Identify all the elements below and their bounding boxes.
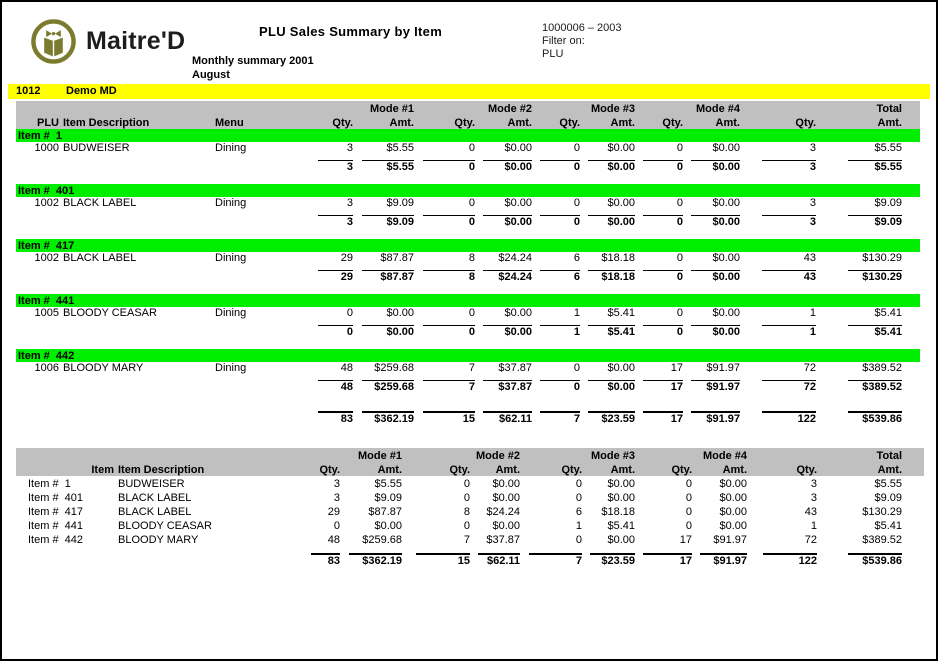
maitred-logo — [30, 18, 185, 65]
qty-cell: 0 — [333, 520, 341, 532]
amt-cell: $0.00 — [712, 252, 740, 264]
subtotal-rule-row — [16, 319, 920, 326]
qty-cell: 48 — [340, 362, 353, 374]
col-total: Total — [819, 448, 904, 462]
location-bar — [8, 84, 930, 99]
subtotal-row — [16, 216, 920, 228]
grand-total-rule-row — [16, 404, 920, 413]
qty-total: 83 — [327, 555, 341, 567]
amt-cell: $0.00 — [504, 142, 532, 154]
amt-cell: $259.68 — [362, 534, 403, 546]
page-title: PLU Sales Summary by Item — [259, 24, 443, 39]
qty-subtotal: 6 — [573, 271, 580, 283]
amt-cell: $0.00 — [719, 478, 748, 490]
table-row — [16, 252, 920, 264]
qty-cell: 29 — [327, 506, 341, 518]
qty-cell: 3 — [810, 492, 818, 504]
qty-subtotal: 0 — [468, 216, 475, 228]
col-qty: Qty. — [637, 115, 685, 129]
qty-cell: 0 — [575, 478, 583, 490]
plu-cell: 1000 — [34, 142, 59, 154]
menu-cell: Dining — [215, 307, 247, 319]
amt-subtotal: $5.41 — [874, 326, 902, 338]
amt-cell: $9.09 — [874, 197, 902, 209]
col-mode4: Mode #4 — [685, 101, 742, 115]
qty-cell: 0 — [685, 492, 693, 504]
qty-grand-total: 15 — [462, 413, 475, 425]
amt-cell: $389.52 — [862, 362, 902, 374]
amt-cell: $37.87 — [486, 534, 521, 546]
amt-cell: $0.00 — [712, 142, 740, 154]
amt-subtotal: $0.00 — [504, 161, 532, 173]
amt-cell: $18.18 — [601, 252, 635, 264]
amt-cell: $9.09 — [374, 492, 403, 504]
qty-cell: 0 — [676, 307, 683, 319]
col-mode4: Mode #4 — [694, 448, 749, 462]
qty-cell: 7 — [463, 534, 471, 546]
qty-cell: 17 — [679, 534, 693, 546]
amt-cell: $0.00 — [492, 520, 521, 532]
subtotal-rule-row — [16, 374, 920, 381]
qty-cell: 0 — [676, 252, 683, 264]
amt-cell: $24.24 — [486, 506, 521, 518]
qty-subtotal: 0 — [573, 381, 580, 393]
amt-cell: $5.41 — [607, 520, 636, 532]
amt-cell: $0.00 — [607, 362, 635, 374]
report-header — [8, 8, 930, 84]
table-row — [16, 362, 920, 374]
amt-subtotal: $0.00 — [607, 216, 635, 228]
description-cell: BLOODY MARY — [63, 362, 144, 374]
col-amt: Amt. — [694, 462, 749, 476]
qty-subtotal: 48 — [340, 381, 353, 393]
qty-subtotal: 1 — [573, 326, 580, 338]
description-cell: BLACK LABEL — [63, 252, 137, 264]
qty-cell: 3 — [346, 142, 353, 154]
qty-cell: 0 — [463, 478, 471, 490]
amt-subtotal: $0.00 — [607, 161, 635, 173]
amt-total: $23.59 — [601, 555, 636, 567]
amt-cell: $0.00 — [386, 307, 414, 319]
col-item-description: Item Description — [61, 115, 213, 129]
plu-cell: 1005 — [34, 307, 59, 319]
report-meta — [542, 22, 622, 61]
qty-subtotal: 0 — [676, 216, 683, 228]
qty-subtotal: 3 — [346, 216, 353, 228]
qty-subtotal: 0 — [346, 326, 353, 338]
qty-cell: 0 — [468, 142, 475, 154]
col-qty: Qty. — [313, 115, 355, 129]
qty-cell: 7 — [468, 362, 475, 374]
qty-cell: 0 — [463, 492, 471, 504]
amt-cell: $5.55 — [874, 478, 903, 490]
summary-mode-header-row — [16, 448, 924, 462]
amt-subtotal: $5.55 — [386, 161, 414, 173]
amt-cell: $0.00 — [719, 492, 748, 504]
table-row — [16, 142, 920, 154]
summary-row — [16, 532, 924, 546]
amt-cell: $37.87 — [498, 362, 532, 374]
col-item: Item — [16, 462, 116, 476]
col-qty: Qty. — [522, 462, 584, 476]
amt-cell: $0.00 — [492, 492, 521, 504]
col-mode2: Mode #2 — [472, 448, 522, 462]
qty-cell: 17 — [670, 362, 683, 374]
qty-subtotal: 0 — [468, 326, 475, 338]
description-cell: BLOODY CEASAR — [63, 307, 157, 319]
qty-subtotal: 0 — [676, 271, 683, 283]
menu-cell: Dining — [215, 252, 247, 264]
item-group-label: Item # 1 — [16, 129, 920, 142]
amt-cell: $5.55 — [874, 142, 902, 154]
maitred-logo-icon — [30, 18, 77, 65]
amt-cell: $24.24 — [498, 252, 532, 264]
qty-total: 15 — [457, 555, 471, 567]
summary-table-header — [16, 448, 924, 476]
amt-cell: $87.87 — [368, 506, 403, 518]
menu-cell: Dining — [215, 142, 247, 154]
item-group-label: Item # 401 — [16, 184, 920, 197]
qty-cell: 8 — [463, 506, 471, 518]
qty-cell: 0 — [346, 307, 353, 319]
amt-subtotal: $87.87 — [380, 271, 414, 283]
plu-cell: 1006 — [34, 362, 59, 374]
amt-grand-total: $62.11 — [498, 413, 532, 425]
amt-total: $62.11 — [486, 555, 521, 567]
item-group-band — [16, 129, 920, 142]
subtotal-row — [16, 326, 920, 338]
qty-cell: 29 — [340, 252, 353, 264]
amt-grand-total: $362.19 — [374, 413, 414, 425]
col-mode3: Mode #3 — [582, 101, 637, 115]
description-cell: BLACK LABEL — [118, 492, 192, 504]
subtotal-rule-row — [16, 264, 920, 271]
amt-subtotal: $9.09 — [386, 216, 414, 228]
amt-cell: $91.97 — [706, 362, 740, 374]
table-row — [16, 307, 920, 319]
item-cell: Item # 417 — [28, 506, 84, 518]
summary-column-header-row — [16, 462, 924, 476]
amt-subtotal: $130.29 — [862, 271, 902, 283]
amt-cell: $5.41 — [607, 307, 635, 319]
qty-subtotal: 0 — [573, 216, 580, 228]
qty-cell: 0 — [575, 492, 583, 504]
qty-cell: 72 — [804, 534, 818, 546]
amt-cell: $9.09 — [386, 197, 414, 209]
col-amt: Amt. — [818, 115, 904, 129]
qty-subtotal: 72 — [803, 381, 816, 393]
qty-grand-total: 7 — [573, 413, 580, 425]
location-number: 1012 — [16, 85, 41, 97]
amt-cell: $5.41 — [874, 307, 902, 319]
col-amt: Amt. — [477, 115, 534, 129]
amt-subtotal: $37.87 — [498, 381, 532, 393]
qty-cell: 0 — [685, 506, 693, 518]
amt-cell: $18.18 — [601, 506, 636, 518]
amt-cell: $0.00 — [607, 534, 636, 546]
amt-cell: $0.00 — [719, 506, 748, 518]
amt-cell: $0.00 — [607, 197, 635, 209]
table-row — [16, 197, 920, 209]
col-qty: Qty. — [742, 115, 818, 129]
amt-cell: $389.52 — [862, 534, 903, 546]
description-cell: BLOODY CEASAR — [118, 520, 212, 532]
qty-total: 17 — [679, 555, 693, 567]
amt-subtotal: $259.68 — [374, 381, 414, 393]
amt-cell: $0.00 — [374, 520, 403, 532]
amt-cell: $259.68 — [374, 362, 414, 374]
summary-row — [16, 504, 924, 518]
col-total: Total — [818, 101, 904, 115]
qty-subtotal: 0 — [468, 161, 475, 173]
qty-cell: 3 — [346, 197, 353, 209]
item-group-label: Item # 442 — [16, 349, 920, 362]
amt-subtotal: $9.09 — [874, 216, 902, 228]
item-group-label: Item # 441 — [16, 294, 920, 307]
amt-cell: $0.00 — [607, 478, 636, 490]
description-cell: BLOODY MARY — [118, 534, 199, 546]
amt-cell: $0.00 — [607, 492, 636, 504]
qty-cell: 3 — [333, 492, 341, 504]
item-group-band — [16, 294, 920, 307]
amt-subtotal: $5.41 — [607, 326, 635, 338]
col-menu: Menu — [213, 115, 313, 129]
col-mode1: Mode #1 — [342, 448, 404, 462]
col-amt: Amt. — [582, 115, 637, 129]
qty-total: 7 — [575, 555, 583, 567]
col-plu: PLU — [16, 115, 61, 129]
col-qty: Qty. — [416, 115, 477, 129]
description-cell: BUDWEISER — [118, 478, 185, 490]
qty-cell: 0 — [463, 520, 471, 532]
col-amt: Amt. — [584, 462, 637, 476]
amt-cell: $130.29 — [862, 252, 902, 264]
amt-total: $91.97 — [713, 555, 748, 567]
amt-cell: $130.29 — [862, 506, 903, 518]
amt-subtotal: $0.00 — [712, 216, 740, 228]
subtotal-rule-row — [16, 209, 920, 216]
plu-cell: 1002 — [34, 197, 59, 209]
amt-subtotal: $18.18 — [601, 271, 635, 283]
amt-cell: $0.00 — [492, 478, 521, 490]
report-id: 1000006 – 2003 — [542, 22, 622, 34]
col-qty: Qty. — [306, 462, 342, 476]
item-group-band — [16, 349, 920, 362]
qty-subtotal: 3 — [809, 216, 816, 228]
summary-total-row — [16, 555, 924, 567]
col-qty: Qty. — [637, 462, 694, 476]
logo-wordmark: Maitre'D — [86, 27, 186, 55]
qty-subtotal: 1 — [809, 326, 816, 338]
col-item-description: Item Description — [116, 462, 306, 476]
col-amt: Amt. — [472, 462, 522, 476]
col-mode3: Mode #3 — [584, 448, 637, 462]
amt-grand-total: $23.59 — [601, 413, 635, 425]
qty-subtotal: 7 — [468, 381, 475, 393]
col-qty: Qty. — [534, 115, 582, 129]
qty-subtotal: 3 — [346, 161, 353, 173]
subtotal-row — [16, 271, 920, 283]
filter-label: Filter on: — [542, 35, 585, 47]
amt-cell: $0.00 — [504, 307, 532, 319]
amt-subtotal: $0.00 — [712, 326, 740, 338]
amt-subtotal: $0.00 — [712, 271, 740, 283]
column-header-row — [16, 115, 920, 129]
amt-subtotal: $24.24 — [498, 271, 532, 283]
qty-subtotal: 43 — [803, 271, 816, 283]
qty-cell: 6 — [575, 506, 583, 518]
qty-cell: 1 — [809, 307, 816, 319]
col-mode1: Mode #1 — [355, 101, 416, 115]
qty-cell: 3 — [333, 478, 341, 490]
amt-subtotal: $0.00 — [712, 161, 740, 173]
qty-grand-total: 122 — [797, 413, 816, 425]
qty-cell: 0 — [468, 307, 475, 319]
subtotal-row — [16, 161, 920, 173]
item-cell: Item # 401 — [28, 492, 84, 504]
amt-cell: $91.97 — [713, 534, 748, 546]
qty-subtotal: 17 — [670, 381, 683, 393]
filter-value: PLU — [542, 48, 564, 60]
qty-cell: 3 — [809, 142, 816, 154]
amt-cell: $0.00 — [712, 197, 740, 209]
period-month: August — [192, 69, 230, 81]
qty-subtotal: 29 — [340, 271, 353, 283]
qty-cell: 0 — [573, 362, 580, 374]
col-amt: Amt. — [342, 462, 404, 476]
qty-cell: 0 — [676, 142, 683, 154]
amt-subtotal: $389.52 — [862, 381, 902, 393]
amt-subtotal: $0.00 — [504, 326, 532, 338]
qty-cell: 3 — [810, 478, 818, 490]
report-period — [192, 54, 314, 82]
qty-cell: 0 — [573, 197, 580, 209]
amt-subtotal: $5.55 — [874, 161, 902, 173]
amt-grand-total: $539.86 — [862, 413, 902, 425]
description-cell: BLACK LABEL — [63, 197, 137, 209]
col-amt: Amt. — [819, 462, 904, 476]
amt-subtotal: $0.00 — [607, 381, 635, 393]
qty-subtotal: 8 — [468, 271, 475, 283]
summary-row — [16, 476, 924, 490]
qty-cell: 48 — [327, 534, 341, 546]
item-cell: Item # 441 — [28, 520, 84, 532]
qty-cell: 1 — [575, 520, 583, 532]
amt-cell: $87.87 — [380, 252, 414, 264]
amt-total: $539.86 — [862, 555, 903, 567]
qty-subtotal: 0 — [676, 326, 683, 338]
qty-cell: 0 — [468, 197, 475, 209]
amt-cell: $5.55 — [374, 478, 403, 490]
grand-total-row — [16, 413, 920, 425]
menu-cell: Dining — [215, 197, 247, 209]
subtotal-rule-row — [16, 154, 920, 161]
amt-cell: $5.55 — [386, 142, 414, 154]
col-amt: Amt. — [685, 115, 742, 129]
qty-cell: 0 — [685, 520, 693, 532]
summary-table — [16, 448, 924, 567]
qty-cell: 43 — [803, 252, 816, 264]
col-amt: Amt. — [355, 115, 416, 129]
qty-subtotal: 0 — [676, 161, 683, 173]
item-cell: Item # 442 — [28, 534, 84, 546]
col-mode2: Mode #2 — [477, 101, 534, 115]
qty-grand-total: 17 — [670, 413, 683, 425]
summary-row — [16, 490, 924, 504]
qty-grand-total: 83 — [340, 413, 353, 425]
amt-cell: $0.00 — [504, 197, 532, 209]
qty-subtotal: 0 — [573, 161, 580, 173]
plu-cell: 1002 — [34, 252, 59, 264]
amt-cell: $5.41 — [874, 520, 903, 532]
amt-subtotal: $0.00 — [504, 216, 532, 228]
qty-cell: 72 — [803, 362, 816, 374]
summary-total-rule-row — [16, 546, 924, 555]
description-cell: BLACK LABEL — [118, 506, 192, 518]
qty-cell: 0 — [575, 534, 583, 546]
item-group-band — [16, 184, 920, 197]
menu-cell: Dining — [215, 362, 247, 374]
amt-grand-total: $91.97 — [706, 413, 740, 425]
qty-total: 122 — [798, 555, 818, 567]
qty-cell: 1 — [810, 520, 818, 532]
qty-cell: 6 — [573, 252, 580, 264]
item-cell: Item # 1 — [28, 478, 71, 490]
amt-cell: $0.00 — [712, 307, 740, 319]
amt-subtotal: $91.97 — [706, 381, 740, 393]
qty-cell: 1 — [573, 307, 580, 319]
amt-cell: $0.00 — [607, 142, 635, 154]
period-summary: Monthly summary 2001 — [192, 55, 314, 67]
col-qty: Qty. — [404, 462, 472, 476]
qty-cell: 0 — [685, 478, 693, 490]
amt-total: $362.19 — [362, 555, 403, 567]
amt-cell: $9.09 — [874, 492, 903, 504]
detail-table-header — [16, 101, 920, 129]
col-qty: Qty. — [749, 462, 819, 476]
item-group-band — [16, 239, 920, 252]
summary-row — [16, 518, 924, 532]
amt-cell: $0.00 — [719, 520, 748, 532]
location-name: Demo MD — [66, 85, 117, 97]
amt-subtotal: $0.00 — [386, 326, 414, 338]
qty-cell: 43 — [804, 506, 818, 518]
detail-table — [16, 101, 920, 425]
qty-cell: 0 — [573, 142, 580, 154]
qty-subtotal: 3 — [809, 161, 816, 173]
description-cell: BUDWEISER — [63, 142, 130, 154]
qty-cell: 8 — [468, 252, 475, 264]
item-group-label: Item # 417 — [16, 239, 920, 252]
subtotal-row — [16, 381, 920, 393]
qty-cell: 0 — [676, 197, 683, 209]
qty-cell: 3 — [809, 197, 816, 209]
mode-header-row — [16, 101, 920, 115]
